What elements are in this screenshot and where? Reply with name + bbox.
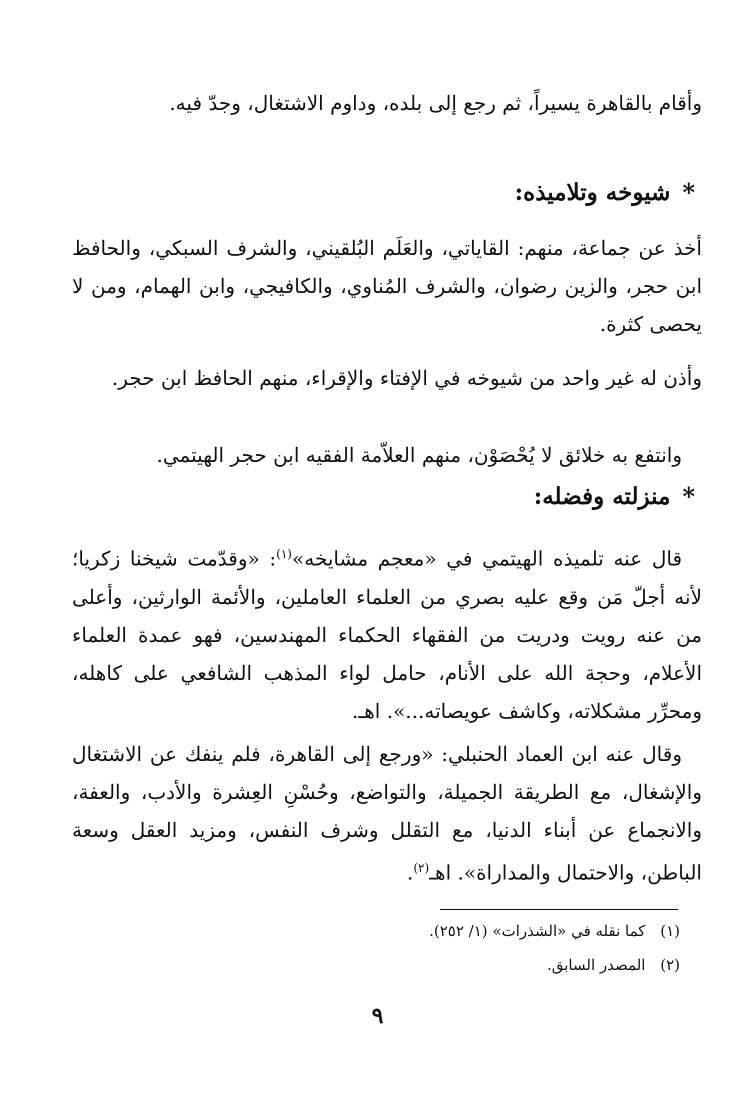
footnote-number: (١) (660, 922, 680, 940)
footnote-1 (300, 920, 680, 942)
section-heading-teachers-students (515, 178, 695, 207)
footnote-number: (٢) (660, 956, 680, 974)
paragraph-teachers: أخذ عن جماعة، منهم: القاياتي، والعَلَم البُلقيني، والشرف السبكي، والحافظ ابن حجر، والزين رضوان، والشرف المُناوي، والكافيجي، وابن الهمام، ومن لا يحصى كثرة. (72, 236, 702, 336)
quote-body: وقال عنه ابن العماد الحنبلي: «ورجع إلى القاهرة، فلم ينفك عن الاشتغال والإشغال، مع الطريقة الجميلة، والتواضع، وحُسْنِ العِشرة والأدب، والعفة، والانجماع عن أبناء الدنيا، مع التقلل وشرف النفس، ومزيد العقل وسعة الباطن، والاحتمال والمداراة». اهـ (72, 742, 702, 885)
footnote-text: كما نقله في «الشذرات» (١/ ٢٥٢). (429, 922, 646, 940)
heading-text: شيوخه وتلاميذه: (514, 179, 671, 206)
heading-text: منزلته وفضله: (533, 483, 671, 510)
section-heading-status-merit (534, 482, 695, 511)
footnote-2 (300, 954, 680, 976)
star-bullet-icon: * (682, 482, 695, 511)
footnote-ref-2: (٢) (413, 861, 430, 875)
paragraph-haytami-quote (72, 535, 702, 730)
footnote-ref-1: (١) (276, 547, 292, 561)
paragraph-intro: وأقام بالقاهرة يسيراً، ثم رجع إلى بلده، وداوم الاشتغال، وجدّ فيه. (169, 91, 702, 115)
quote-end: . (406, 860, 414, 885)
quote-intro: قال عنه تلميذه الهيتمي في «معجم مشايخه» (291, 546, 682, 571)
paragraph-permission: وأذن له غير واحد من شيوخه في الإفتاء والإقراء، منهم الحافظ ابن حجر. (111, 366, 702, 390)
paragraph-students: وانتفع به خلائق لا يُحْصَوْن، منهم العلاّمة الفقيه ابن حجر الهيتمي. (156, 443, 682, 467)
footnote-divider (440, 909, 678, 910)
quote-body: : «وقدّمت شيخنا زكريا؛ لأنه أجلّ مَن وقع عليه بصري من العلماء العاملين، والأئمة الوارثين، وأعلى من عنه رويت ودريت من الفقهاء الحكماء المهندسين، فهو عمدة العلماء الأعلام، وحجة الله على الأنام، حامل لواء المذهب الشافعي على كاهله، ومحرِّر مشكلاته، وكاشف عويصاته...». اهـ. (72, 546, 703, 723)
paragraph-ibn-imad-quote (72, 735, 702, 892)
page-number: ٩ (371, 1003, 384, 1029)
footnote-text: المصدر السابق. (546, 956, 646, 974)
star-bullet-icon: * (682, 178, 695, 207)
